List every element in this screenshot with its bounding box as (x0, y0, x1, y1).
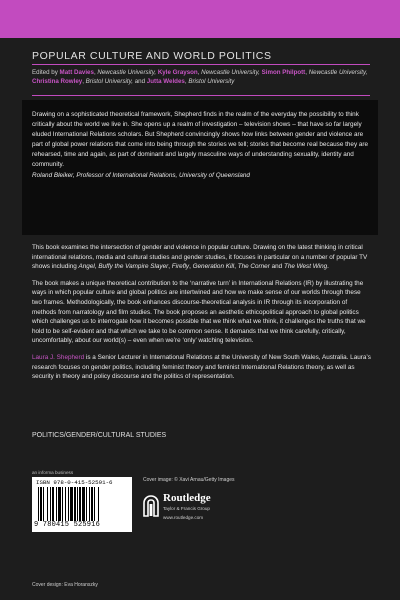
show-title: Angel (78, 263, 95, 271)
barcode-number: 9 780415 525916 (34, 521, 101, 529)
endorsement-attribution: Roland Bleiker, Professor of International Relations, University of Queensland (32, 172, 250, 180)
separator: , (189, 263, 193, 271)
cover-design-credit: Cover design: Eva Horanszky (32, 582, 98, 588)
separator: and (269, 263, 284, 271)
description-paragraph-1 (32, 243, 372, 272)
separator: , (94, 263, 99, 271)
top-accent-band (0, 0, 400, 38)
show-title: Firefly (171, 263, 190, 271)
show-title: Generation Kill (192, 263, 235, 271)
endorsement (32, 110, 372, 181)
barcode-block (32, 477, 132, 532)
editor-name: Kyle Grayson (157, 69, 198, 76)
description-paragraph-2: The book makes a unique theoretical contribution to the ‘narrative turn’ in International Relations (IR) by illustrating the ways in which popular culture and global politics are intertwined and how we make sense of our worlds through these two frames. Methodologically, the book enhances discourse-theoretical analysis in IR through its incorporation of methods from narratology and film studies. The book proposes an aesthetic ethicopolitical approach to global politics which challenges us to interrogate how it becomes possible that we think what we think, it challenges the truths that we hold to be self-evident and that which we take to be common sense. It demands that we think carefully, critically, uncomfortably, about our world(s) – even when we’re ‘only’ watching television. (32, 279, 366, 345)
publisher-group: Taylor & Francis Group (163, 506, 210, 511)
editor-affiliation: Newcastle University, (308, 69, 368, 76)
and-word: and (134, 77, 146, 85)
paragraph-text: This book examines the intersection of gender and violence in popular culture. Drawing on the latest thinking in critical international relations, media and cultural studies and gender studies, it focuses in particular on a number of popular TV shows including (32, 244, 368, 271)
back-matter (32, 470, 370, 588)
series-editors: Edited by Matt Davies, Newcastle University, Kyle Grayson, Newcastle University, Simon Philpott, Newcastle University, Christina Rowley, Bristol University, and Jutta Weldes, Bristol University (32, 69, 368, 85)
barcode-graphic (36, 487, 128, 521)
show-title: The West Wing (283, 263, 328, 271)
series-rule-top (32, 64, 370, 65)
routledge-logo-icon (143, 495, 159, 517)
author-bio (32, 353, 372, 382)
separator: . (327, 263, 329, 271)
author-bio-text: is a Senior Lecturer in International Relations at the University of New South Wales, Australia. Laura’s research focuses on gender politics, including feminist theory and feminist International Relations theory, as well as security in theory and policy discourse and the politics of representation. (32, 353, 371, 381)
separator: , (168, 263, 172, 271)
editor-name: Matt Davies (59, 69, 94, 76)
subject-category: POLITICS/GENDER/CULTURAL STUDIES (32, 432, 167, 439)
series-title: POPULAR CULTURE AND WORLD POLITICS (32, 50, 272, 62)
editor-affiliation: Newcastle University, (97, 69, 157, 76)
separator: , (234, 263, 238, 271)
editor-affiliation: Bristol University, (85, 77, 133, 85)
editor-name: Christina Rowley (32, 77, 83, 85)
endorsement-quote: Drawing on a sophisticated theoretical framework, Shepherd finds in the realm of the everyday the possibility to think critically about the world we live in. She opens up a realm of investigation – television shows – that have so far largely eluded International Relations scholars. But Shepherd convincingly shows how links between gender and violence are part of global power relations that come into being through the stories we tell; stories that become real because they are rehearsed, time and again, as part of dominant and largely masculine ways of understanding sexuality, identity and community. (32, 111, 369, 168)
editor-affiliation: Newcastle University, (201, 69, 260, 76)
editor-name: Jutta Weldes (146, 77, 185, 85)
series-rule-bottom (32, 95, 370, 96)
publisher-url: www.routledge.com (163, 515, 204, 520)
cover-image-credit: Cover image: © Xavi Arnau/Getty Images (143, 477, 235, 483)
show-title: Buffy the Vampire Slayer (98, 263, 169, 271)
publisher-name: Routledge (163, 492, 211, 504)
book-description (32, 243, 372, 389)
editor-name: Simon Philpott (261, 69, 306, 76)
editor-affiliation: Bristol University (188, 77, 235, 85)
isbn: ISBN 978-0-415-52591-6 (36, 479, 113, 486)
show-title: The Corner (237, 263, 270, 271)
edited-by-label: Edited by (32, 69, 58, 76)
informa-label: an informa business (32, 470, 74, 475)
author-name: Laura J. Shepherd (32, 353, 85, 361)
